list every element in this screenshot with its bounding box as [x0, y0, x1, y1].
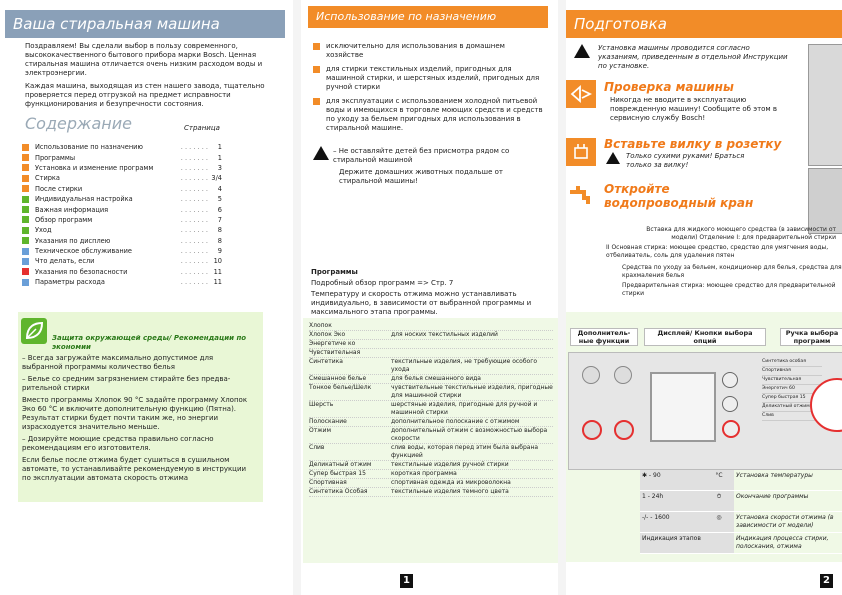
toc-dots: . . . . . . .: [180, 195, 208, 204]
option-desc: Установка скорости отжима (в зависимости от модели): [736, 514, 834, 529]
toc-text: Использование по назначению: [35, 143, 143, 152]
table-row: [309, 358, 553, 375]
programs-title: Программы: [311, 268, 358, 276]
toc-page: 3/4: [211, 174, 222, 183]
table-row: [309, 444, 553, 461]
option-symbol: °C: [704, 470, 734, 490]
option-range: -/- - 1600: [640, 512, 704, 532]
usage-item: [313, 42, 543, 60]
table-row: [309, 479, 553, 488]
drawer-text-3: Средства по уходу за бельем, кондиционер для белья, средства для крахмаления белья: [622, 264, 842, 279]
program-desc: [391, 340, 553, 348]
plug-warning-icon: [606, 152, 620, 164]
intro-paragraph-2: Каждая машина, выходящая из стен нашего завода, тщательно проверяется перед отгрузкой на предмет исправности функционирования и безупречности состояния.: [25, 82, 265, 108]
toc-text: Обзор программ: [35, 215, 93, 224]
usage-list: [313, 42, 543, 138]
page-left: [0, 0, 293, 595]
table-row: [309, 322, 553, 331]
program-name: Деликатный отжим: [309, 461, 372, 468]
toc-bullet: [22, 206, 29, 213]
toc-row: [22, 225, 222, 235]
check-text: Никогда не вводите в эксплуатацию поврежденную машину! Сообщите об этом в сервисную службу Bosch!: [610, 96, 778, 122]
toc-row: [22, 142, 222, 152]
spin-button[interactable]: [722, 396, 738, 412]
display-screen: [650, 372, 716, 442]
toc-text: После стирки: [35, 184, 83, 193]
option-button-3[interactable]: [582, 420, 602, 440]
toc-dots: . . . . . . .: [180, 247, 208, 256]
toc-text: Уход: [35, 226, 52, 235]
program-name: Хлопок Эко: [309, 331, 346, 338]
tap-icon: [566, 182, 596, 208]
programs-sub: Подробный обзор программ => Стр. 7: [311, 279, 454, 287]
toc-bullet: [22, 227, 29, 234]
plug-icon: [566, 138, 596, 166]
page-title-bar: [5, 10, 285, 38]
eco-item: Вместо программы Хлопок 90 °C задайте программу Хлопок Эко 60 °C и включите дополнительную функцию (Пятна). Результат стирки будет почти таким же, но энергии израсходуется значительно меньше.: [22, 396, 248, 431]
usage-item: [313, 97, 543, 133]
table-row: [309, 418, 553, 427]
caution-text: Установка машины проводится согласно указаниям, приведенным в отдельной Инструкции по установке.: [598, 44, 788, 70]
warning-children: – Не оставляйте детей без присмотра рядом со стиральной машиной: [333, 147, 510, 164]
toc-text: Индивидуальная настройка: [35, 195, 133, 204]
toc-text: Техническое обслуживание: [35, 247, 132, 256]
toc-row: [22, 173, 222, 183]
drawer-text-4: Предварительная стирка: моющее средство для предварительной стирки: [622, 282, 836, 297]
eco-item: – Всегда загружайте максимально допустимое для выбранной программы количество белья: [22, 354, 214, 371]
toc-bullet: [22, 248, 29, 255]
toc-row: [22, 277, 222, 287]
contents-title: Содержание: [25, 114, 132, 133]
program-desc: дополнительное полоскание с отжимом: [391, 418, 520, 425]
option-range: Индикация этапов: [640, 533, 704, 553]
toc-bullet: [22, 185, 29, 192]
program-desc: текстильные изделия ручной стирки: [391, 461, 509, 468]
eco-list: [22, 354, 254, 486]
start-button[interactable]: [722, 420, 740, 438]
table-row: [309, 401, 553, 418]
toc-row: [22, 215, 222, 225]
page-right: [566, 0, 842, 595]
program-list-item: Спортивная: [762, 367, 822, 376]
caution-icon: [574, 44, 590, 58]
toc-row: [22, 184, 222, 194]
usage-item: [313, 65, 543, 92]
table-row: [309, 461, 553, 470]
table-row: [309, 349, 553, 358]
usage-bullet: [313, 66, 320, 73]
contents-page-label: Страница: [184, 124, 220, 132]
page-number: 1: [400, 574, 413, 588]
program-list-item: Энергетич 60: [762, 385, 822, 394]
toc-dots: . . . . . . .: [180, 143, 208, 152]
toc-row: [22, 194, 222, 204]
eco-item: – Дозируйте моющие средства правильно согласно рекомендациям его изготовителя.: [22, 435, 214, 452]
machine-check-icon: [566, 80, 596, 108]
toc-page: 11: [213, 278, 222, 287]
page-middle: [303, 0, 558, 595]
program-name: Спортивная: [309, 479, 347, 486]
toc-row: [22, 267, 222, 277]
program-desc: короткая программа: [391, 470, 457, 477]
tap-title: Откройте водопроводный кран: [604, 182, 754, 210]
toc-bullet: [22, 268, 29, 275]
toc-row: [22, 246, 222, 256]
option-range: ✱ - 90: [640, 470, 704, 490]
usage-text: для эксплуатации с использованием холодной питьевой воды и имеющихся в торговле моющих средств и средств по уходу за бельем пригодных для использования в стиральной машине.: [326, 97, 543, 132]
programs-table: [309, 322, 553, 497]
program-name: Смешанное белье: [309, 375, 367, 382]
toc-text: Программы: [35, 153, 76, 162]
drawer-text: Вставка для жидкого моющего средства (в зависимости от модели) Отделение I: для предварительной стирки: [646, 226, 836, 241]
drawer-text-2: II Основная стирка: моющее средство, средство для умягчения воды, отбеливатель, соль для удаления пятен: [606, 244, 829, 259]
toc-text: Параметры расхода: [35, 278, 105, 287]
toc-page: 1: [217, 153, 222, 162]
toc-dots: . . . . . . .: [180, 236, 208, 245]
usage-text: для стирки текстильных изделий, пригодных для машинной стирки, и шерстяных изделий, пригодных для ручной стирки: [326, 65, 540, 91]
program-name: Отжим: [309, 427, 332, 434]
hose-photo: [808, 168, 842, 234]
table-row: [309, 384, 553, 401]
usage-title: Использование по назначению: [316, 10, 497, 23]
toc-text: Стирка: [35, 174, 60, 183]
page-title: Ваша стиральная машина: [13, 15, 220, 33]
program-desc: для носких текстильных изделий: [391, 331, 498, 338]
option-row: [640, 512, 842, 533]
toc-page: 5: [217, 195, 222, 204]
program-list-item: Чувствительная: [762, 376, 822, 385]
table-of-contents: [22, 142, 222, 287]
program-list-item: Деликатный отжим: [762, 403, 822, 412]
toc-bullet: [22, 164, 29, 171]
program-name: Синтетика: [309, 358, 343, 365]
option-button-4[interactable]: [614, 420, 634, 440]
toc-dots: . . . . . . .: [180, 215, 208, 224]
toc-text: Важная информация: [35, 205, 109, 214]
toc-bullet: [22, 154, 29, 161]
leaf-icon: [21, 318, 47, 344]
program-desc: [391, 349, 553, 357]
toc-bullet: [22, 144, 29, 151]
eco-title: Защита окружающей среды/ Рекомендации по экономии: [52, 334, 247, 351]
temp-button[interactable]: [722, 372, 738, 388]
program-list-item: Супер быстрая 15: [762, 394, 822, 403]
eco-item: Если белье после отжима будет сушиться в сушильном автомате, то устанавливайте рекомендуемую в инструкции по эксплуатации автомата скорость отжима: [22, 456, 247, 482]
option-symbol: ◎: [704, 512, 734, 532]
option-row: [640, 470, 842, 491]
option-button-1[interactable]: [582, 366, 600, 384]
toc-row: [22, 236, 222, 246]
option-desc: Установка температуры: [736, 472, 813, 479]
usage-bullet: [313, 43, 320, 50]
option-symbol: ⏱: [704, 491, 734, 511]
eco-item: – Белье со средним загрязнением стирайте без предва- рительной стирки: [22, 375, 231, 392]
toc-dots: . . . . . . .: [180, 267, 208, 276]
toc-page: 6: [217, 205, 222, 214]
usage-text: исключительно для использования в домашнем хозяйстве: [326, 42, 505, 59]
program-desc: [391, 322, 553, 330]
usage-bullet: [313, 98, 320, 105]
program-name: Полоскание: [309, 418, 347, 425]
table-row: [309, 375, 553, 384]
check-title: Проверка машины: [604, 80, 734, 94]
toc-row: [22, 152, 222, 162]
prep-title-bar: [566, 10, 842, 38]
table-row: [309, 340, 553, 349]
toc-row: [22, 163, 222, 173]
program-desc: текстильные изделия, не требующие особого ухода: [391, 358, 538, 373]
toc-page: 8: [217, 236, 222, 245]
toc-row: [22, 256, 222, 266]
table-row: [309, 488, 553, 497]
program-list-item: Слив: [762, 412, 822, 421]
plug-text: Только сухими руками! Браться только за вилку!: [626, 152, 745, 169]
option-desc: Индикация процесса стирки, полоскания, отжима: [736, 535, 829, 550]
toc-page: 11: [213, 267, 222, 276]
toc-bullet: [22, 237, 29, 244]
program-list-item: Синтетика особая: [762, 358, 822, 367]
toc-page: 4: [217, 184, 222, 193]
label-program-knob: Ручка выбора программ: [780, 328, 842, 346]
table-row: [309, 331, 553, 340]
toc-page: 1: [217, 143, 222, 152]
toc-dots: . . . . . . .: [180, 205, 208, 214]
plug-title: Вставьте вилку в розетку: [604, 137, 782, 151]
page-number-right: 2: [820, 574, 833, 588]
toc-bullet: [22, 216, 29, 223]
toc-row: [22, 204, 222, 214]
toc-page: 3: [217, 163, 222, 172]
toc-bullet: [22, 175, 29, 182]
toc-bullet: [22, 258, 29, 265]
usage-title-bar: [308, 6, 548, 28]
machine-photo: [808, 44, 842, 166]
toc-text: Указания по безопасности: [35, 267, 128, 276]
toc-page: 10: [213, 257, 222, 266]
program-name: Синтетика Особая: [309, 488, 368, 495]
label-extra-functions: Дополнитель- ные функции: [570, 328, 638, 346]
intro-paragraph: Поздравляем! Вы сделали выбор в пользу современного, высококачественного бытового прибора марки Bosch. Ценная стиральная машина отличается очень низким расходом воды и электроэнергии.: [25, 42, 263, 77]
toc-dots: . . . . . . .: [180, 174, 208, 183]
toc-dots: . . . . . . .: [180, 226, 208, 235]
program-name: Тонкое белье/Шелк: [309, 384, 372, 391]
program-desc: шерстяные изделия, пригодные для ручной и машинной стирки: [391, 401, 538, 416]
toc-dots: . . . . . . .: [180, 257, 208, 266]
toc-text: Что делать, если: [35, 257, 95, 266]
program-desc: спортивная одежда из микроволокна: [391, 479, 511, 486]
toc-dots: . . . . . . .: [180, 184, 208, 193]
program-name: Слив: [309, 444, 325, 451]
program-desc: чувствительные текстильные изделия, пригодные для машинной стирки: [391, 384, 553, 399]
warning-icon: [313, 146, 329, 160]
program-name: Энергетиче ко: [309, 340, 356, 347]
program-name: Шерсть: [309, 401, 334, 408]
options-table: [640, 470, 842, 554]
program-desc: дополнительный отжим с возможностью выбора скорости: [391, 427, 548, 442]
toc-dots: . . . . . . .: [180, 278, 208, 287]
program-name: Супер быстрая 15: [309, 470, 366, 477]
program-desc: текстильные изделия темного цвета: [391, 488, 509, 495]
program-name: Чувствительная: [309, 349, 361, 356]
table-row: [309, 427, 553, 444]
toc-text: Установка и изменение программ: [35, 163, 154, 172]
option-row: [640, 491, 842, 512]
toc-text: Указания по дисплею: [35, 236, 111, 245]
option-range: 1 - 24h: [640, 491, 704, 511]
programs-text: Температуру и скорость отжима можно устанавливать индивидуально, в зависимости от выбранной программы и максимального этапа программы.: [311, 290, 532, 316]
warning-pets: Держите домашних животных подальше от стиральной машины!: [339, 168, 503, 185]
toc-dots: . . . . . . .: [180, 153, 208, 162]
toc-dots: . . . . . . .: [180, 163, 208, 172]
prep-title: Подготовка: [574, 15, 667, 33]
option-button-2[interactable]: [614, 366, 632, 384]
program-desc: слив воды, которая перед этим была выбрана функцией: [391, 444, 539, 459]
toc-bullet: [22, 279, 29, 286]
toc-page: 8: [217, 226, 222, 235]
option-symbol: [704, 533, 734, 553]
table-row: [309, 470, 553, 479]
program-desc: для белья смешанного вида: [391, 375, 481, 382]
label-display: Дисплей/ Кнопки выбора опций: [644, 328, 766, 346]
option-row: [640, 533, 842, 554]
toc-page: 7: [217, 215, 222, 224]
toc-bullet: [22, 196, 29, 203]
option-desc: Окончание программы: [736, 493, 809, 500]
toc-page: 9: [217, 247, 222, 256]
program-name: Хлопок: [309, 322, 332, 329]
